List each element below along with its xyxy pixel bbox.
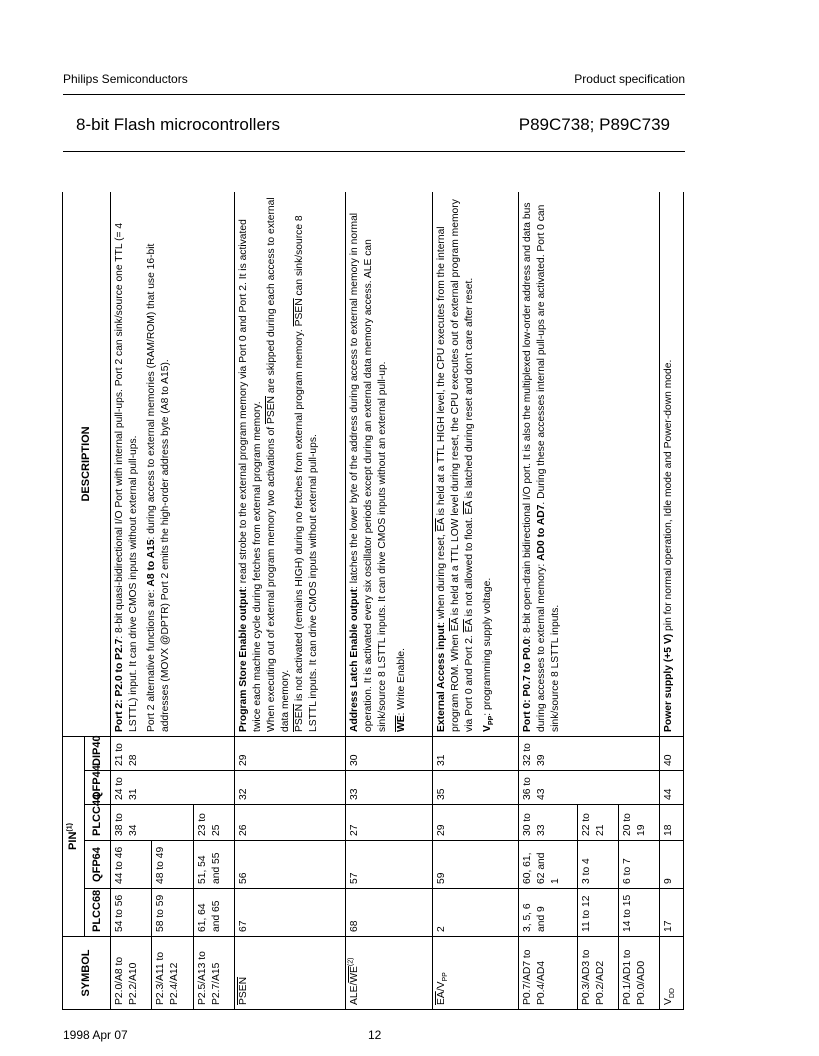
symbol-cell: P2.5/A13 to P2.7/A15 — [193, 937, 234, 1010]
plcc68-cell: 17 — [660, 889, 684, 937]
description-cell: Port 0: P0.7 to P0.0: 8-bit open-drain bidirectional I/O port. It is also the multiplexed low-order address and data bus during accesses to external memory: AD0 to AD7. During these accesses internal pull-ups are activated. Port 0 can sink/source 8 LSTTL inputs. — [518, 192, 659, 736]
dip40-cell: 30 — [346, 736, 432, 770]
plcc68-cell: 14 to 15 — [618, 889, 659, 937]
plcc44-cell: 20 to 19 — [618, 805, 659, 841]
col-description: DESCRIPTION — [63, 192, 111, 736]
plcc68-cell: 11 to 12 — [577, 889, 618, 937]
plcc44-cell: 27 — [346, 805, 432, 841]
col-qfp44: QFP44 — [85, 771, 111, 805]
qfp44-cell: 36 to 43 — [518, 771, 659, 805]
plcc68-cell: 67 — [234, 889, 345, 937]
plcc44-cell: 29 — [432, 805, 518, 841]
qfp44-cell: 32 — [234, 771, 345, 805]
symbol-cell: $V_{DD}$ — [660, 937, 684, 1010]
col-plcc68: PLCC68 — [85, 889, 111, 937]
qfp64-cell: 51, 54 and 55 — [193, 841, 234, 889]
qfp64-cell: 3 to 4 — [577, 841, 618, 889]
description-cell: External Access input: when during reset, $\overline{EA}$ is held at a TTL HIGH level, the CPU executes from the internal program ROM. When $\overline{EA}$ is held at a TTL LOW level during reset, the CPU executes out of external program memory via Port 0 and Port 2. $\overline{EA}$ is not allowed to float. $\overline{EA}$ is latched during reset and don't care after reset. $V_{PP}$: programming supply voltage. — [432, 192, 518, 736]
qfp44-cell: 24 to 31 — [111, 771, 235, 805]
symbol-cell: P2.3/A11 to P2.4/A12 — [152, 937, 193, 1010]
qfp64-cell: 56 — [234, 841, 345, 889]
table-row — [432, 192, 518, 1010]
symbol-cell: P0.3/AD3 to P0.2/AD2 — [577, 937, 618, 1010]
dip40-cell: 29 — [234, 736, 345, 770]
col-qfp64: QFP64 — [85, 841, 111, 889]
qfp64-cell: 59 — [432, 841, 518, 889]
plcc44-cell: 38 to 34 — [111, 805, 194, 841]
qfp64-cell: 44 to 46 — [111, 841, 152, 889]
description-cell: Program Store Enable output: read strobe to the external program memory via Port 0 and Port 2. It is activated twice each machine cycle during fetches from external program memory. When executing out of external program memory two activations of PSEN are skipped during each access to external data memory. PSEN is not activated (remains HIGH) during no fetches from external program memory. PSEN can sink/source 8 LSTTL inputs. It can drive CMOS inputs without external pull-ups. — [234, 192, 345, 736]
description-cell: Port 2: P2.0 to P2.7: 8-bit quasi-bidirectional I/O Port with internal pull-ups. Port 2 can sink/source one TTL (= 4 LSTTL) input. It can drive CMOS inputs without external pull-ups. Port 2 alternative functions are: A8 to A15: during access to external memories (RAM/ROM) that use 16-bit addresses (MOVX @DPTR) Port 2 emits the high-order address byte (A8 to A15). — [111, 192, 235, 736]
qfp64-cell: 57 — [346, 841, 432, 889]
table-row — [518, 192, 577, 1010]
plcc68-cell: 2 — [432, 889, 518, 937]
plcc68-cell: 61, 64 and 65 — [193, 889, 234, 937]
symbol-cell: PSEN — [234, 937, 345, 1010]
symbol-cell: P2.0/A8 to P2.2/A10 — [111, 937, 152, 1010]
qfp64-cell: 48 to 49 — [152, 841, 193, 889]
dip40-cell: 40 — [660, 736, 684, 770]
plcc44-cell: 30 to 33 — [518, 805, 577, 841]
pin-table-wrapper — [62, 192, 684, 1010]
symbol-cell: P0.7/AD7 to P0.4/AD4 — [518, 937, 577, 1010]
dip40-cell: 32 to 39 — [518, 736, 659, 770]
dip40-cell: 21 to 28 — [111, 736, 235, 770]
pin-description-table — [62, 192, 684, 1010]
part-numbers: P89C738; P89C739 — [518, 115, 670, 134]
product-title: 8-bit Flash microcontrollers — [76, 115, 281, 134]
symbol-cell: $\overline{EA}/V_{PP}$ — [432, 937, 518, 1010]
plcc68-cell: 58 to 59 — [152, 889, 193, 937]
qfp64-cell: 6 to 7 — [618, 841, 659, 889]
qfp44-cell: 35 — [432, 771, 518, 805]
col-plcc44: PLCC44 — [85, 805, 111, 841]
col-pin: PIN$^{(1)}$ — [63, 736, 85, 936]
table-row — [346, 192, 432, 1010]
dip40-cell: 31 — [432, 736, 518, 770]
plcc68-cell: 54 to 56 — [111, 889, 152, 937]
col-symbol: SYMBOL — [63, 937, 111, 1010]
qfp64-cell: 9 — [660, 841, 684, 889]
table-row — [234, 192, 345, 1010]
header-doc-type: Product specification — [574, 72, 685, 86]
col-dip40: DIP40 — [85, 736, 111, 770]
footer-date: 1998 Apr 07 — [63, 1028, 128, 1042]
plcc44-cell: 18 — [660, 805, 684, 841]
header-company: Philips Semiconductors — [63, 72, 188, 86]
description-cell: Power supply (+5 V) pin for normal operation, Idle mode and Power-down mode. — [660, 192, 684, 736]
description-cell: Address Latch Enable output: latches the lower byte of the address during access to external memory in normal operation. It is activated every six oscillator periods except during an external data memory access. ALE can sink/source 8 LSTTL inputs. It can drive CMOS inputs without an external pull-up. $\overline{WE}$: Write Enable. — [346, 192, 432, 736]
plcc44-cell: 22 to 21 — [577, 805, 618, 841]
qfp44-cell: 44 — [660, 771, 684, 805]
title-rule — [63, 151, 685, 152]
table-row — [111, 192, 152, 1010]
qfp44-cell: 33 — [346, 771, 432, 805]
symbol-cell: P0.1/AD1 to P0.0/AD0 — [618, 937, 659, 1010]
footer-page-number: 12 — [368, 1028, 382, 1042]
plcc68-cell: 68 — [346, 889, 432, 937]
qfp64-cell: 60, 61, 62 and 1 — [518, 841, 577, 889]
symbol-cell: ALE/$\overline{WE}^{(2)}$ — [346, 937, 432, 1010]
plcc44-cell: 26 — [234, 805, 345, 841]
header-rule — [63, 94, 685, 95]
plcc68-cell: 3, 5, 6 and 9 — [518, 889, 577, 937]
table-row — [660, 192, 684, 1010]
plcc44-cell: 23 to 25 — [193, 805, 234, 841]
